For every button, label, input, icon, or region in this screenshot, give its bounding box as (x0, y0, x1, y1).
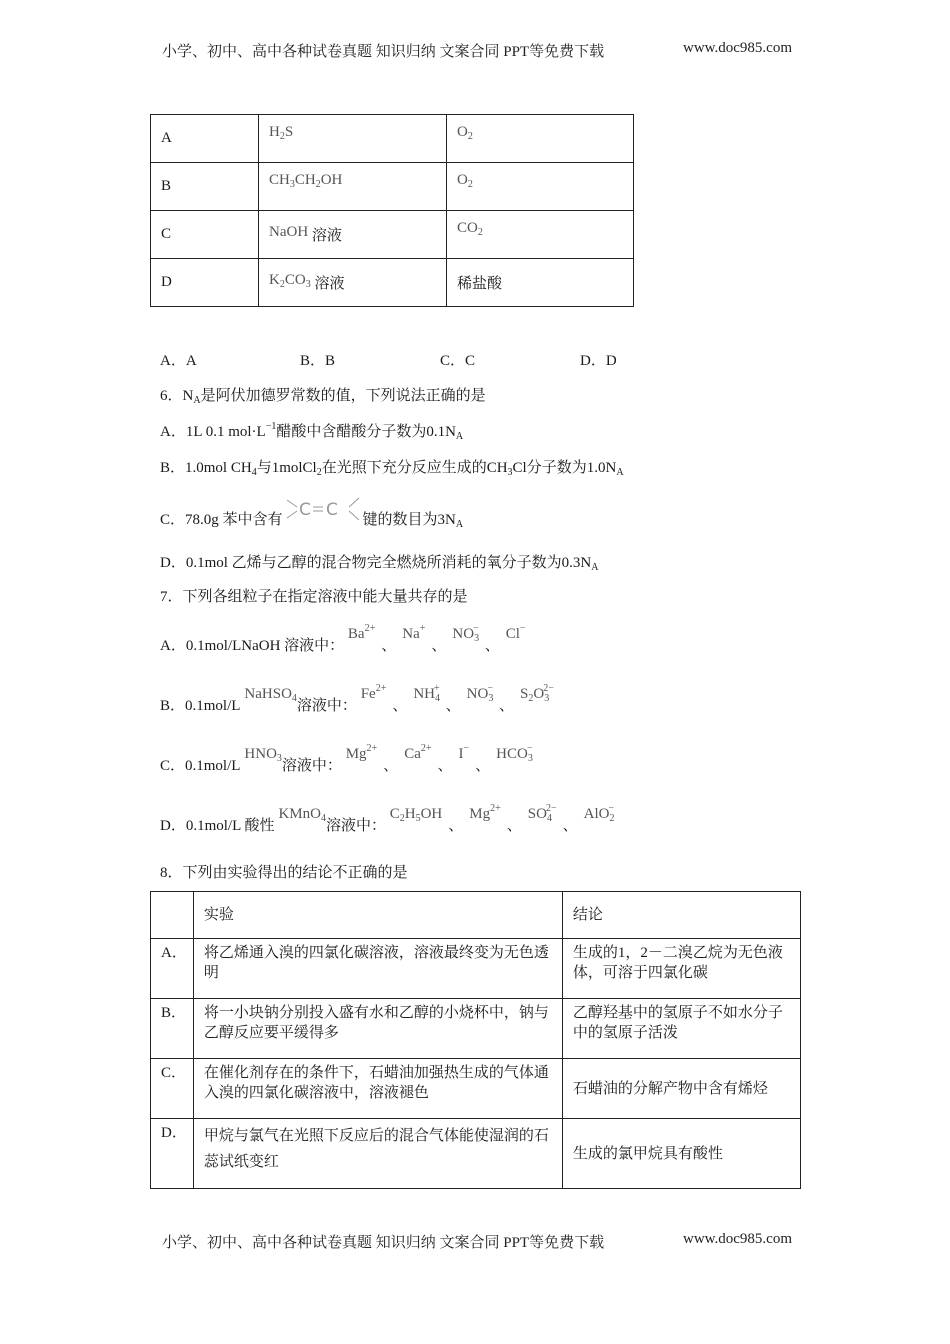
reactant-1: NaOH 溶液 (259, 211, 447, 259)
ion: $HCO_3^-$ (496, 743, 533, 764)
choice-a[interactable]: A．A (160, 353, 197, 369)
reactant-1: $CH_3CH_2OH$ (259, 163, 447, 211)
page-header (162, 40, 792, 61)
ion: $NO_3^-$ (452, 623, 480, 644)
page-footer (162, 1231, 792, 1252)
row-label: A (151, 115, 259, 163)
footer-url: www.doc985.com (682, 1231, 792, 1247)
table-row (151, 211, 634, 259)
svg-text:C: C (298, 500, 311, 520)
row-label: C (151, 211, 259, 259)
table-row (151, 163, 634, 211)
q7-option-a[interactable]: A．0.1mol/LNaOH 溶液中： $Ba^{2+}$、Na+、$NO_3^-$、Cl− (160, 623, 526, 654)
solute: NaHSO$_4$ (244, 686, 297, 704)
q6-stem: 6．$N_A$是阿伏加德罗常数的值，下列说法正确的是 (160, 388, 486, 406)
q6-option-b[interactable]: B．1.0mol $CH_4$与1molCl$_2$在光照下充分反应生成的$CH_3Cl$分子数为$1.0N_A$ (160, 460, 624, 478)
reactant-1: $H_2S$ (259, 115, 447, 163)
row-label: C． (151, 1059, 194, 1119)
q8-stem: 8．下列由实验得出的结论不正确的是 (160, 865, 408, 881)
ion: $SO_4^{2-}$ (527, 803, 557, 824)
row-label: D． (151, 1119, 194, 1189)
table-header-row (151, 892, 801, 939)
header-blank (151, 892, 194, 939)
experiment-table (150, 891, 801, 1189)
reactant-2: $CO_2$ (447, 211, 634, 259)
q6-option-a[interactable]: A．1L 0.1 $mol\cdot L^{-1}$醋酸中含醋酸分子数为$0.1N_A$ (160, 421, 464, 442)
q7-option-b[interactable]: B．0.1mol/LNaHSO$_4$溶液中： $Fe^{2+}$、$NH_4^+$、$NO_3^-$、$S_2O_3^{2-}$ (160, 683, 554, 714)
header-experiment: 实验 (193, 892, 562, 939)
ion: $NH_4^+$ (413, 683, 441, 704)
q6-option-c[interactable]: C．78.0g 苯中含有 C C 键的数目为$3N_A$ (160, 496, 463, 530)
svg-text:C: C (325, 500, 338, 520)
table-row (151, 1119, 801, 1189)
ion: $Fe^{2+}$ (360, 683, 387, 702)
ion: $Ba^{2+}$ (347, 623, 376, 642)
header-conclusion: 结论 (562, 892, 800, 939)
ion: I− (458, 743, 470, 762)
experiment-cell: 将一小块钠分别投入盛有水和乙醇的小烧杯中，钠与乙醇反应要平缓得多 (193, 999, 562, 1059)
reactant-table (150, 114, 634, 307)
ion: AlO$_2$− (583, 803, 615, 824)
ion: Na+ (402, 623, 426, 642)
reactant-2: 稀盐酸 (447, 259, 634, 307)
choice-d[interactable]: D．D (580, 353, 617, 369)
solute: $HNO_3$ (244, 746, 282, 764)
table-row (151, 259, 634, 307)
ion: $C_2H_5OH$ (389, 806, 443, 824)
solute: KMnO$_4$ (278, 806, 326, 824)
table-row (151, 939, 801, 999)
reactant-1: $K_2CO_3$ 溶液 (259, 259, 447, 307)
ion: $S_2O_3^{2-}$ (520, 683, 554, 704)
q5-choices (160, 349, 720, 370)
conclusion-cell: 生成的氯甲烷具有酸性 (562, 1119, 800, 1189)
choice-c[interactable]: C．C (440, 353, 476, 369)
ion: $Mg^{2+}$ (469, 803, 501, 822)
table-row (151, 999, 801, 1059)
row-label: B． (151, 999, 194, 1059)
ion: $Mg^{2+}$ (345, 743, 378, 762)
table-row (151, 1059, 801, 1119)
experiment-cell: 在催化剂存在的条件下，石蜡油加强热生成的气体通入溴的四氯化碳溶液中，溶液褪色 (193, 1059, 562, 1119)
reactant-2: $O_2$ (447, 163, 634, 211)
conclusion-cell: 乙醇羟基中的氢原子不如水分子中的氢原子活泼 (562, 999, 800, 1059)
carbon-double-bond-icon (283, 496, 363, 526)
conclusion-cell: 石蜡油的分解产物中含有烯烃 (562, 1059, 800, 1119)
ion: $Ca^{2+}$ (404, 743, 432, 762)
choice-b[interactable]: B．B (300, 353, 336, 369)
reactant-2: $O_2$ (447, 115, 634, 163)
table-row (151, 115, 634, 163)
experiment-cell: 甲烷与氯气在光照下反应后的混合气体能使湿润的石蕊试纸变红 (193, 1119, 562, 1189)
q7-option-d[interactable]: D．0.1mol/L 酸性KMnO$_4$溶液中： $C_2H_5OH$、$Mg^{2+}$、$SO_4^{2-}$、AlO$_2$− (160, 803, 615, 834)
conclusion-cell: 生成的1，2－二溴乙烷为无色液体，可溶于四氯化碳 (562, 939, 800, 999)
experiment-cell: 将乙烯通入溴的四氯化碳溶液，溶液最终变为无色透明 (193, 939, 562, 999)
header-text: 小学、初中、高中各种试卷真题 知识归纳 文案合同 PPT等免费下载 (162, 44, 605, 60)
header-url: www.doc985.com (682, 40, 792, 56)
q7-option-c[interactable]: C．$0.1mol/LHNO_3$溶液中： $Mg^{2+}$、$Ca^{2+}$、I−、$HCO_3^-$ (160, 743, 533, 774)
row-label: A． (151, 939, 194, 999)
row-label: B (151, 163, 259, 211)
footer-text: 小学、初中、高中各种试卷真题 知识归纳 文案合同 PPT等免费下载 (162, 1235, 605, 1251)
ion: Cl− (505, 623, 526, 642)
q6-option-d[interactable]: D．0.1mol 乙烯与乙醇的混合物完全燃烧所消耗的氧分子数为$0.3N_A$ (160, 555, 599, 573)
row-label: D (151, 259, 259, 307)
ion: $NO_3^-$ (466, 683, 494, 704)
q7-stem: 7．下列各组粒子在指定溶液中能大量共存的是 (160, 589, 468, 605)
